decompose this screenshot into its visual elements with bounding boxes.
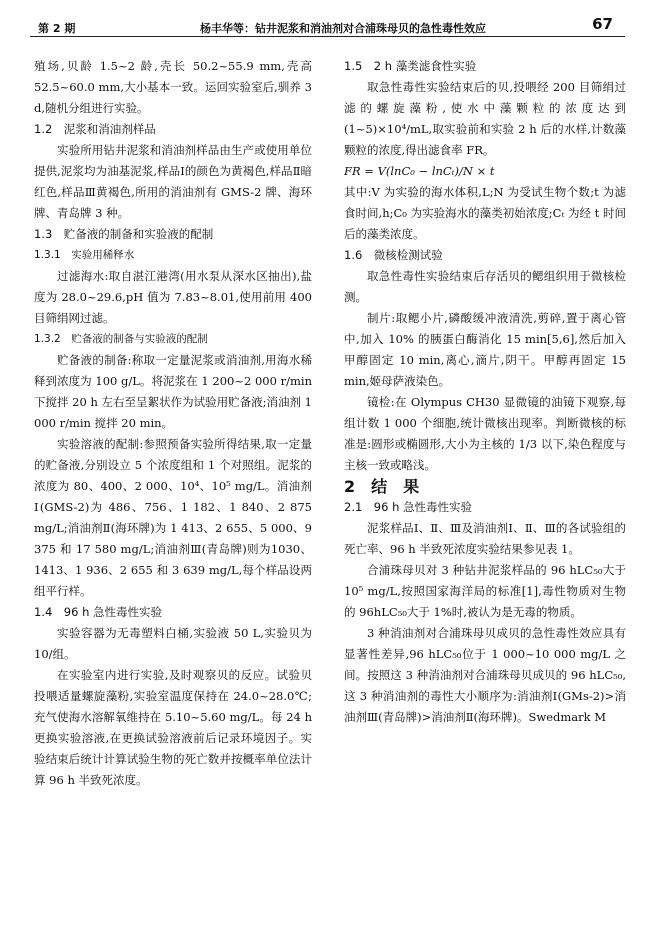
section-heading: 1.4 96 h 急性毒性实验 [34, 605, 163, 619]
paragraph: 镜检:在 Olympus CH30 显微镜的油镜下观察,每组计数 1 000 个细胞,统计微核出现率。判断微核的标准是:圆形或椭圆形,大小为主核的 1/3 以下,染色程度与主核一致或略浅。 [344, 395, 626, 472]
section-heading: 1.5 2 h 藻类滤食性实验 [344, 59, 477, 73]
subsection-heading: 1.3.1 实验用稀释水 [34, 249, 135, 261]
page-number: 67 [592, 15, 613, 33]
running-title: 杨丰华等：钻井泥浆和消油剂对合浦珠母贝的急性毒性效应 [200, 22, 486, 35]
paragraph: 在实验室内进行实验,及时观察贝的反应。试验贝投喂适量螺旋藻粉,实验室温度保持在 24.0~28.0℃;充气使海水溶解氧维持在 5.10~5.60 mg/L。每 24 h 更换实验溶液,在更换试验溶液前后记录环境因子。实验结束后统计计算试验生物的死亡数并按概率单位法计算 96 h 半致死浓度。 [34, 668, 312, 787]
left-column [34, 56, 312, 791]
paragraph: 实验容器为无毒塑料白桶,实验液 50 L,实验贝为 10/组。 [34, 626, 312, 661]
paragraph: 3 种消油剂对合浦珠母贝成贝的急性毒性效应具有显著性差异,96 hLC₅₀位于 1 000~10 000 mg/L 之间。按照这 3 种消油剂对合浦珠母贝成贝的 96 hLC₅₀,这 3 种消油剂的毒性大小顺序为:消油剂Ⅰ(GMs-2)>消油剂Ⅲ(青岛牌)>消油剂Ⅱ(海环牌)。Swedmark M [344, 626, 626, 724]
paragraph: 殖场,贝龄 1.5~2 龄,壳长 50.2~55.9 mm,壳高 52.5~60.0 mm,大小基本一致。运回实验室后,驯养 3 d,随机分组进行实验。 [34, 59, 312, 115]
equation: FR = V(lnC₀ − lnCₜ)/N × t [344, 164, 495, 178]
subsection-heading: 1.3.2 贮备液的制备与实验液的配制 [34, 333, 208, 345]
section-heading: 2.1 96 h 急性毒性实验 [344, 500, 473, 514]
paragraph: 实验所用钻井泥浆和消油剂样品由生产或使用单位提供,泥浆均为油基泥浆,样品Ⅰ的颜色为黄褐色,样品Ⅱ暗红色,样品Ⅲ黄褐色,所用的消油剂有 GMS-2 牌、海环牌、青岛牌 3 种。 [34, 143, 312, 220]
right-column [344, 56, 626, 728]
chapter-heading: 2 结 果 [344, 477, 420, 496]
paragraph: 取急性毒性实验结束后存活贝的鳃组织用于微核检测。 [344, 269, 626, 304]
paragraph: 贮备液的制备:称取一定量泥浆或消油剂,用海水稀释到浓度为 100 g/L。将泥浆在 1 200~2 000 r/min 下搅拌 20 h 左右至呈絮状作为试验用贮备液;消油剂 1 000 r/min 搅拌 20 min。 [34, 353, 312, 430]
paragraph: 过滤海水:取自湛江港湾(用水泵从深水区抽出),盐度为 28.0~29.6,pH 值为 7.83~8.01,使用前用 400 目筛绢网过滤。 [34, 269, 312, 325]
paragraph: 其中:V 为实验的海水体积,L;N 为受试生物个数;t 为滤食时间,h;C₀ 为实验海水的藻类初始浓度;Cₜ 为经 t 时间后的藻类浓度。 [344, 185, 626, 241]
paragraph: 取急性毒性实验结束后的贝,投喂经 200 目筛绢过滤的螺旋藻粉,使水中藻颗粒的浓度达到(1~5)×10⁴/mL,取实验前和实验 2 h 后的水样,计数藻颗粒的浓度,得出滤食率 FR。 [344, 80, 626, 157]
section-heading: 1.6 微核检测试验 [344, 248, 443, 262]
paragraph: 制片:取鳃小片,磷酸缓冲液清洗,剪碎,置于离心管中,加入 10% 的胰蛋白酶消化 15 min[5,6],然后加入甲醇固定 10 min,离心,滴片,阴干。甲醇再固定 15 min,姬母萨液染色。 [344, 311, 626, 388]
paragraph: 实验溶液的配制:参照预备实验所得结果,取一定量的贮备液,分别设立 5 个浓度组和 1 个对照组。泥浆的浓度为 80、400、2 000、10⁴、10⁵ mg/L。消油剂Ⅰ(GMS-2)为 486、756、1 182、1 840、2 875 mg/L;消油剂Ⅱ(海环牌)为 1 413、2 655、5 000、9 375 和 17 580 mg/L;消油剂Ⅲ(青岛牌)则为1030、1413、1 936、2 655 和 3 639 mg/L,每个样品设两组平行样。 [34, 437, 312, 598]
section-heading: 1.2 泥浆和消油剂样品 [34, 122, 156, 136]
issue-number: 第 2 期 [38, 22, 76, 35]
section-heading: 1.3 贮备液的制备和实验液的配制 [34, 227, 214, 241]
running-header [30, 6, 625, 37]
paragraph: 泥浆样品Ⅰ、Ⅱ、Ⅲ及消油剂Ⅰ、Ⅱ、Ⅲ的各试验组的死亡率、96 h 半致死浓度实验结果参见表 1。 [344, 521, 626, 556]
paragraph: 合浦珠母贝对 3 种钻井泥浆样品的 96 hLC₅₀大于 10⁵ mg/L,按照国家海洋局的标准[1],毒性物质对生物的 96hLC₅₀大于 1%时,被认为是无毒的物质。 [344, 563, 626, 619]
